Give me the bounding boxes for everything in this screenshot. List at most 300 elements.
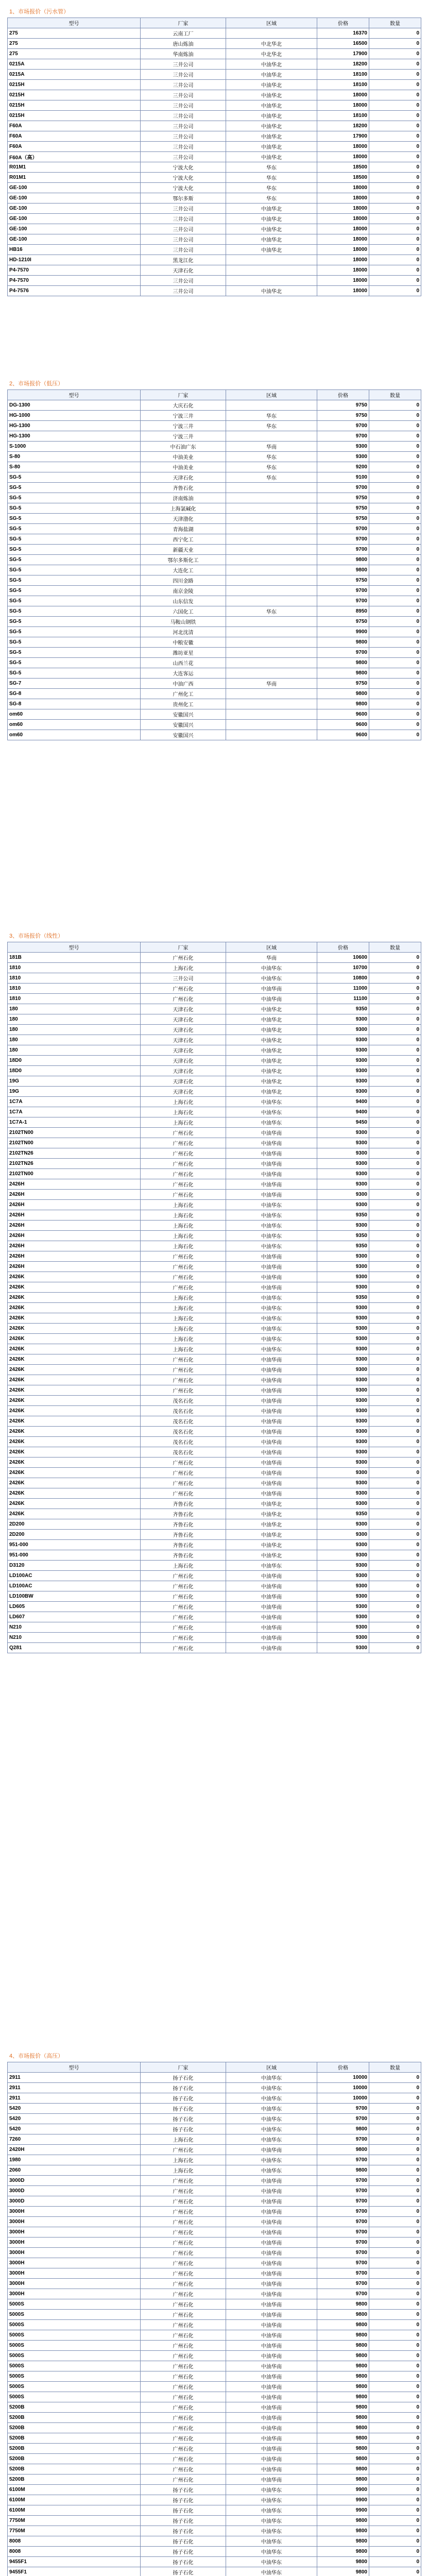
price-cell: 9800 [317,2310,369,2320]
table-row [8,442,421,452]
region-cell: 中油华北 [226,1076,317,1087]
region-cell: 中油华东 [226,1303,317,1313]
quantity-cell: 0 [369,2114,421,2124]
table-row [8,1056,421,1066]
maker-cell: 上海石化 [141,1231,226,1241]
region-cell: 华东 [226,472,317,483]
quantity-cell: 0 [369,183,421,193]
price-column-header: 价格 [317,390,369,400]
model-cell: 2426K [8,1272,141,1282]
quantity-cell: 0 [369,1427,421,1437]
price-cell: 9800 [317,565,369,575]
model-cell: 7750M [8,2526,141,2536]
model-cell: HB16 [8,245,141,255]
maker-cell: 安徽国兴 [141,720,226,730]
quantity-column-header: 数量 [369,2062,421,2073]
quantity-cell: 0 [369,2423,421,2433]
table-row [8,162,421,173]
model-cell: om60 [8,720,141,730]
price-cell: 9800 [317,2299,369,2310]
maker-cell: 广州石化 [141,2279,226,2289]
maker-cell: 广州石化 [141,2207,226,2217]
maker-cell: 扬子石化 [141,2567,226,2576]
model-cell: 2426K [8,1344,141,1354]
price-cell: 9900 [317,2485,369,2495]
model-cell: LD100AC [8,1581,141,1591]
table-row [8,1117,421,1128]
quantity-cell: 0 [369,1169,421,1179]
price-cell: 9300 [317,1416,369,1427]
model-cell: 2426H [8,1221,141,1231]
region-cell [226,575,317,586]
quantity-cell: 0 [369,1643,421,1653]
table-row [8,730,421,740]
quantity-cell: 0 [369,1581,421,1591]
price-cell: 9300 [317,1035,369,1045]
table-row [8,658,421,668]
quantity-cell: 0 [369,1303,421,1313]
region-cell [226,514,317,524]
region-cell: 中油华南 [226,1396,317,1406]
price-cell: 9300 [317,1385,369,1396]
quantity-cell: 0 [369,70,421,80]
maker-cell: 广州石化 [141,2444,226,2454]
price-cell: 9800 [317,2145,369,2155]
price-cell: 9750 [317,400,369,411]
maker-cell: 广州石化 [141,2248,226,2258]
maker-cell: 广州石化 [141,1128,226,1138]
table-row [8,2475,421,2485]
region-cell: 中油华南 [226,1488,317,1499]
maker-cell: 三井公司 [141,204,226,214]
region-cell: 中油华南 [226,1478,317,1488]
price-cell: 9350 [317,1509,369,1519]
price-cell: 9300 [317,1591,369,1602]
quantity-cell: 0 [369,173,421,183]
maker-cell: 云南工厂 [141,28,226,39]
quantity-cell: 0 [369,1416,421,1427]
region-cell: 中油华南 [226,1148,317,1159]
maker-cell: 广州石化 [141,2454,226,2464]
maker-cell: 齐鲁石化 [141,1499,226,1509]
region-cell: 中油华南 [226,2371,317,2382]
quantity-cell: 0 [369,1076,421,1087]
quantity-cell: 0 [369,1200,421,1210]
quantity-cell: 0 [369,100,421,111]
table-row [8,2299,421,2310]
region-cell: 中油华东 [226,973,317,984]
price-cell: 9300 [317,1334,369,1344]
model-cell: 2102TN00 [8,1138,141,1148]
region-cell: 中油华南 [226,2299,317,2310]
model-cell: 2426K [8,1365,141,1375]
price-cell: 9800 [317,2165,369,2176]
model-cell: 2426H [8,1251,141,1262]
model-cell: 2426K [8,1313,141,1324]
region-cell: 中油华南 [226,2361,317,2371]
table-row [8,648,421,658]
region-cell: 中油华北 [226,286,317,296]
region-cell [226,534,317,545]
price-cell: 9300 [317,1169,369,1179]
maker-cell: 上海石化 [141,1200,226,1210]
table-row [8,49,421,59]
quantity-column-header: 数量 [369,390,421,400]
maker-cell: 广州石化 [141,2464,226,2475]
region-column-header: 区域 [226,390,317,400]
table-row [8,2526,421,2536]
table-row [8,1509,421,1519]
table-row [8,1530,421,1540]
model-cell: 2102TN00 [8,1169,141,1179]
model-cell: SG-5 [8,586,141,596]
maker-cell: 马鞍山钢铁 [141,617,226,627]
price-cell: 10000 [317,2073,369,2083]
region-cell: 中油华南 [226,2248,317,2258]
region-cell: 中油华南 [226,2444,317,2454]
price-cell: 9700 [317,483,369,493]
model-cell: 2426K [8,1416,141,1427]
maker-cell: 扬子石化 [141,2495,226,2505]
region-cell: 中油华南 [226,2289,317,2299]
table-row [8,70,421,80]
maker-cell: 扬子石化 [141,2557,226,2567]
table-row [8,1602,421,1612]
region-cell [226,586,317,596]
price-cell: 9300 [317,1354,369,1365]
region-cell: 中油华南 [226,2320,317,2330]
quantity-cell: 0 [369,637,421,648]
quantity-cell: 0 [369,2289,421,2299]
table-row [8,1251,421,1262]
maker-cell: 潍坊亚星 [141,648,226,658]
model-cell: HG-1000 [8,411,141,421]
price-cell: 18000 [317,90,369,100]
quantity-cell: 0 [369,400,421,411]
table-row [8,1313,421,1324]
table-row [8,2341,421,2351]
maker-cell: 宁波大化 [141,173,226,183]
price-cell: 18000 [317,224,369,234]
maker-cell: 天津石化 [141,1025,226,1035]
price-cell: 9700 [317,534,369,545]
region-cell: 中油华南 [226,1602,317,1612]
region-cell: 中油华北 [226,1540,317,1550]
quantity-cell: 0 [369,1375,421,1385]
model-cell: 2420H [8,2145,141,2155]
maker-cell: 广州石化 [141,2227,226,2238]
table-row [8,2145,421,2155]
region-cell [226,493,317,503]
table-row [8,720,421,730]
region-cell: 中北华北 [226,49,317,59]
quantity-cell: 0 [369,2444,421,2454]
maker-cell: 广州石化 [141,1169,226,1179]
quantity-cell: 0 [369,2392,421,2402]
price-cell: 18100 [317,80,369,90]
price-cell: 16370 [317,28,369,39]
quantity-cell: 0 [369,2248,421,2258]
table-row [8,1004,421,1014]
model-cell: 275 [8,49,141,59]
quantity-cell: 0 [369,121,421,131]
price-cell: 9800 [317,2567,369,2576]
maker-cell: 宁波三井 [141,431,226,442]
quantity-cell: 0 [369,1179,421,1190]
table-row [8,100,421,111]
quantity-cell: 0 [369,80,421,90]
quantity-cell: 0 [369,2464,421,2475]
maker-cell: 扬子石化 [141,2485,226,2495]
table-row [8,142,421,152]
model-cell: 2426H [8,1210,141,1221]
region-cell: 中油华东 [226,963,317,973]
table-row [8,1519,421,1530]
price-cell: 9750 [317,617,369,627]
model-cell: S-80 [8,452,141,462]
table-row [8,193,421,204]
price-table [7,18,421,296]
region-cell: 华东 [226,452,317,462]
price-cell: 9700 [317,2186,369,2196]
region-cell [226,648,317,658]
table-row [8,1354,421,1365]
maker-cell: 上海氯碱化 [141,503,226,514]
region-cell: 中油华南 [226,2413,317,2423]
maker-cell: 天津石化 [141,1056,226,1066]
table-row [8,1097,421,1107]
price-cell: 9800 [317,2371,369,2382]
maker-cell: 广州石化 [141,1602,226,1612]
model-cell: 2426K [8,1499,141,1509]
table-row [8,421,421,431]
maker-cell: 三井公司 [141,121,226,131]
table-row [8,984,421,994]
region-cell: 中油华南 [226,1159,317,1169]
maker-cell: 广州石化 [141,1375,226,1385]
price-cell: 10000 [317,2093,369,2104]
region-cell: 华东 [226,162,317,173]
model-cell: 0215A [8,59,141,70]
model-cell: 1C7A-1 [8,1117,141,1128]
section-title: 1、市场报价（污水管） [9,9,70,15]
model-cell: HD-1210I [8,255,141,265]
table-row [8,1025,421,1035]
price-cell: 9700 [317,648,369,658]
region-cell: 中油华南 [226,2268,317,2279]
maker-column-header: 厂家 [141,18,226,28]
region-cell: 中油华南 [226,2217,317,2227]
quantity-cell: 0 [369,679,421,689]
model-cell: 5000S [8,2320,141,2330]
price-cell: 9800 [317,2536,369,2547]
maker-cell: 山东信发 [141,596,226,606]
table-row [8,2495,421,2505]
model-cell: 18D0 [8,1066,141,1076]
table-row [8,2516,421,2526]
quantity-cell: 0 [369,1571,421,1581]
price-cell: 9700 [317,2196,369,2207]
model-cell: SG-5 [8,606,141,617]
table-row [8,1045,421,1056]
region-cell: 中油华东 [226,2073,317,2083]
model-cell: 1810 [8,973,141,984]
quantity-cell: 0 [369,1365,421,1375]
model-cell: DG-1300 [8,400,141,411]
quantity-cell: 0 [369,2495,421,2505]
model-cell: 8008 [8,2547,141,2557]
maker-cell: 广州石化 [141,1633,226,1643]
price-cell: 9800 [317,668,369,679]
table-row [8,28,421,39]
table-row [8,2289,421,2299]
model-cell: 2102TN00 [8,1128,141,1138]
quantity-cell: 0 [369,545,421,555]
region-cell: 中油华东 [226,2083,317,2093]
model-cell: SG-5 [8,545,141,555]
price-cell: 9450 [317,1117,369,1128]
model-cell: 0215H [8,80,141,90]
model-cell: SG-5 [8,658,141,668]
model-cell: SG-5 [8,596,141,606]
model-cell: 19G [8,1087,141,1097]
table-row [8,1612,421,1622]
model-cell: 275 [8,28,141,39]
price-cell: 9750 [317,503,369,514]
quantity-cell: 0 [369,2083,421,2093]
quantity-cell: 0 [369,1561,421,1571]
price-cell: 9300 [317,1128,369,1138]
quantity-cell: 0 [369,1035,421,1045]
price-cell: 9300 [317,442,369,452]
region-cell [226,699,317,709]
model-cell: 2426K [8,1488,141,1499]
region-cell: 华东 [226,193,317,204]
maker-cell: 上海石化 [141,1210,226,1221]
table-row [8,2104,421,2114]
model-cell: 2D200 [8,1530,141,1540]
maker-cell: 齐鲁石化 [141,1550,226,1561]
region-cell: 中油华北 [226,1025,317,1035]
model-cell: GE-100 [8,224,141,234]
price-cell: 9750 [317,679,369,689]
maker-cell: 广州石化 [141,2475,226,2485]
table-row [8,1478,421,1488]
model-cell: 5200B [8,2454,141,2464]
maker-cell: 大连化工 [141,565,226,575]
maker-cell: 济南炼油 [141,493,226,503]
region-cell [226,617,317,627]
table-row [8,555,421,565]
maker-cell: 上海石化 [141,2165,226,2176]
quantity-cell: 0 [369,984,421,994]
region-cell: 中油华东 [226,2114,317,2124]
price-cell: 9300 [317,1571,369,1581]
table-row [8,265,421,276]
price-cell: 9750 [317,411,369,421]
model-cell: 2426H [8,1179,141,1190]
quantity-cell: 0 [369,411,421,421]
table-row [8,2382,421,2392]
region-cell: 中油华北 [226,70,317,80]
table-row [8,2176,421,2186]
model-column-header: 型号 [8,390,141,400]
maker-cell: 三井公司 [141,276,226,286]
maker-cell: 河北沈清 [141,627,226,637]
quantity-cell: 0 [369,2382,421,2392]
region-cell: 中油华东 [226,2495,317,2505]
model-cell: 1810 [8,963,141,973]
model-cell: HG-1300 [8,421,141,431]
price-cell: 18200 [317,59,369,70]
region-cell: 中油华北 [226,1045,317,1056]
quantity-cell: 0 [369,224,421,234]
table-row [8,2423,421,2433]
region-cell: 中油华北 [226,234,317,245]
quantity-cell: 0 [369,442,421,452]
price-cell: 18000 [317,100,369,111]
region-cell: 中油华东 [226,1334,317,1344]
quantity-cell: 0 [369,689,421,699]
model-cell: 5200B [8,2475,141,2485]
quantity-cell: 0 [369,2279,421,2289]
maker-cell: 中油美业 [141,452,226,462]
region-cell: 华东 [226,606,317,617]
quantity-cell: 0 [369,142,421,152]
model-cell: 2D200 [8,1519,141,1530]
maker-cell: 广州石化 [141,2310,226,2320]
table-row [8,994,421,1004]
table-row [8,689,421,699]
maker-cell: 华南炼油 [141,49,226,59]
maker-cell: 宁波大化 [141,183,226,193]
region-cell [226,730,317,740]
region-cell [226,255,317,265]
quantity-cell: 0 [369,1354,421,1365]
quantity-cell: 0 [369,596,421,606]
maker-cell: 黑龙江化 [141,255,226,265]
model-cell: SG-5 [8,483,141,493]
maker-cell: 广州石化 [141,953,226,963]
section-title: 4、市场报价（高压） [9,2053,64,2059]
quantity-cell: 0 [369,245,421,255]
region-cell [226,658,317,668]
maker-cell: 上海石化 [141,1313,226,1324]
region-cell: 中油华北 [226,1066,317,1076]
quantity-cell: 0 [369,1282,421,1293]
maker-cell: 三井公司 [141,131,226,142]
model-cell: GE-100 [8,234,141,245]
table-row [8,1035,421,1045]
table-row [8,1159,421,1169]
model-cell: Q281 [8,1643,141,1653]
model-column-header: 型号 [8,942,141,953]
quantity-cell: 0 [369,2134,421,2145]
header-row [8,18,421,28]
region-cell: 中油华南 [226,1622,317,1633]
quantity-cell: 0 [369,2227,421,2238]
quantity-cell: 0 [369,2371,421,2382]
table-row [8,2567,421,2576]
table-row [8,1087,421,1097]
price-cell: 18200 [317,121,369,131]
price-cell: 9600 [317,730,369,740]
model-cell: R01M1 [8,173,141,183]
table-row [8,1561,421,1571]
region-cell [226,668,317,679]
table-row [8,534,421,545]
quantity-cell: 0 [369,2557,421,2567]
